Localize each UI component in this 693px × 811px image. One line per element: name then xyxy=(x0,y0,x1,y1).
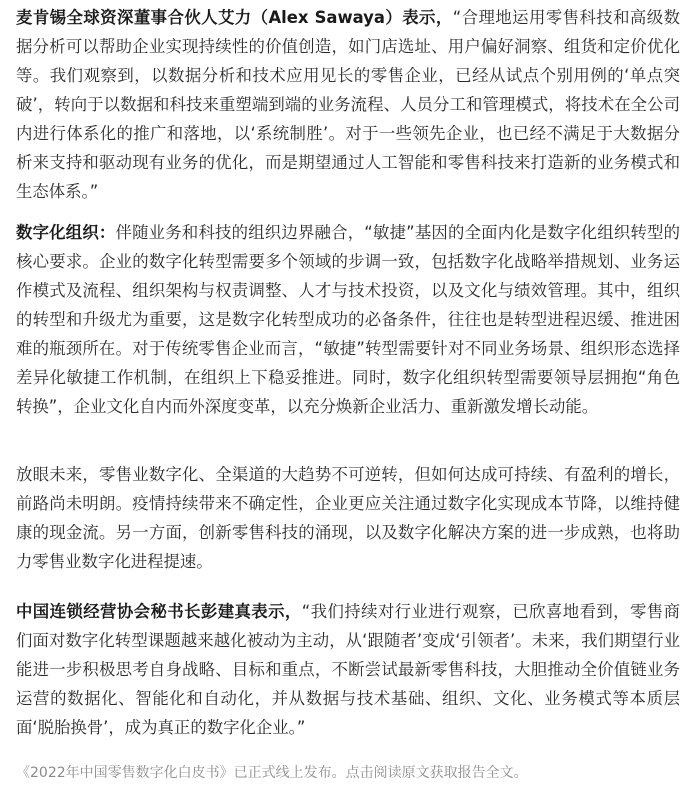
paragraph-lead: 中国连锁经营协会秘书长彭建真表示， xyxy=(16,602,302,621)
paragraph-outlook xyxy=(16,460,680,576)
paragraph-ccfa-quote xyxy=(16,597,680,742)
paragraph-text: “合理地运用零售科技和高级数据分析可以帮助企业实现持续性的价值创造，如门店选址、用户偏好洞察、组货和定价优化等。我们观察到，以数据分析和技术应用见长的零售企业，已经从试点个别用例的‘单点突破’，转向于以数据和科技来重塑端到端的业务流程、人员分工和管理模式，将技术在全公司内进行体系化的推广和落地，以‘系统制胜’。对于一些领先企业，也已经不满足于大数据分析来支持和驱动现有业务的优化，而是期望通过人工智能和零售科技来打造新的业务模式和生态体系。” xyxy=(16,8,680,201)
report-release-caption: 《2022年中国零售数字化白皮书》已正式线上发布。点击阅读原文获取报告全文。 xyxy=(16,765,528,781)
paragraph-lead: 数字化组织： xyxy=(16,223,116,242)
paragraph-lead: 麦肯锡全球资深董事合伙人艾力（Alex Sawaya）表示， xyxy=(16,8,453,27)
paragraph-text: “我们持续对行业进行观察，已欣喜地看到，零售商们面对数字化转型课题越来越化被动为主动，从‘跟随者’变成‘引领者’。未来，我们期望行业能进一步积极思考自身战略、目标和重点，不断尝试最新零售科技，大胆推动全价值链业务运营的数据化、智能化和自动化，并从数据与技术基础、组织、文化、业务模式等本质层面‘脱胎换骨’，成为真正的数字化企业。” xyxy=(16,602,680,737)
paragraph-text: 伴随业务和科技的组织边界融合，“敏捷”基因的全面内化是数字化组织转型的核心要求。企业的数字化转型需要多个领域的步调一致，包括数字化战略举措规划、业务运作模式及流程、组织架构与权责调整、人才与技术投资，以及文化与绩效管理。其中，组织的转型和升级尤为重要，这是数字化转型成功的必备条件，往往也是转型进程迟缓、推进困难的瓶颈所在。对于传统零售企业而言，“敏捷”转型需要针对不同业务场景、组织形态选择差异化敏捷工作机制，在组织上下稳妥推进。同时，数字化组织转型需要领导层拥抱“角色转换”，企业文化自内而外深度变革，以充分焕新企业活力、重新激发增长动能。 xyxy=(16,223,681,416)
paragraph-mckinsey-quote xyxy=(16,3,680,206)
paragraph-digital-organization xyxy=(16,218,680,421)
paragraph-text: 放眼未来，零售业数字化、全渠道的大趋势不可逆转，但如何达成可持续、有盈利的增长，前路尚未明朗。疫情持续带来不确定性，企业更应关注通过数字化实现成本节降，以维持健康的现金流。另一方面，创新零售科技的涌现，以及数字化解决方案的进一步成熟，也将助力零售业数字化进程提速。 xyxy=(16,465,680,571)
